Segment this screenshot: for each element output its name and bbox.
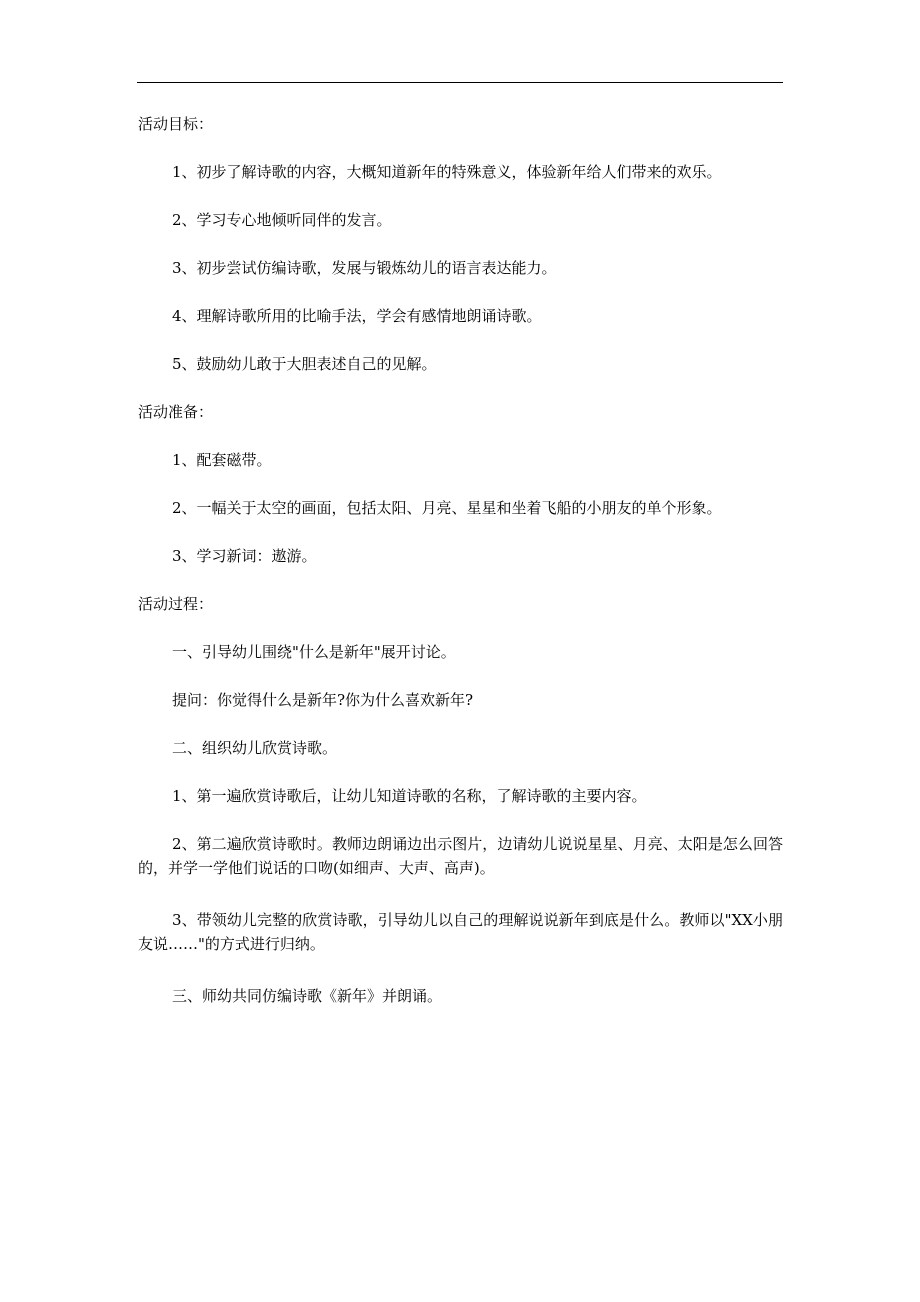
goal-item: 3、初步尝试仿编诗歌，发展与锻炼幼儿的语言表达能力。 bbox=[172, 259, 557, 277]
process-item: 一、引导幼儿围绕"什么是新年"展开讨论。 bbox=[172, 643, 456, 661]
goal-item: 1、初步了解诗歌的内容，大概知道新年的特殊意义，体验新年给人们带来的欢乐。 bbox=[172, 163, 722, 181]
section-heading-preparation: 活动准备： bbox=[138, 403, 214, 421]
process-item: 三、师幼共同仿编诗歌《新年》并朗诵。 bbox=[172, 987, 443, 1005]
process-item: 提问：你觉得什么是新年?你为什么喜欢新年? bbox=[172, 691, 474, 709]
goal-item: 2、学习专心地倾听同伴的发言。 bbox=[172, 211, 392, 229]
process-item: 二、组织幼儿欣赏诗歌。 bbox=[172, 739, 338, 757]
preparation-item: 1、配套磁带。 bbox=[172, 451, 272, 469]
goal-item: 5、鼓励幼儿敢于大胆表述自己的见解。 bbox=[172, 355, 437, 373]
process-item: 1、第一遍欣赏诗歌后，让幼儿知道诗歌的名称，了解诗歌的主要内容。 bbox=[172, 787, 647, 805]
preparation-item: 2、一幅关于太空的画面，包括太阳、月亮、星星和坐着飞船的小朋友的单个形象。 bbox=[172, 499, 722, 517]
process-paragraph: 3、带领幼儿完整的欣赏诗歌，引导幼儿以自己的理解说说新年到底是什么。教师以"XX小朋友说……"的方式进行归纳。 bbox=[138, 911, 783, 953]
header-rule bbox=[137, 82, 783, 83]
process-paragraph: 2、第二遍欣赏诗歌时。教师边朗诵边出示图片，边请幼儿说说星星、月亮、太阳是怎么回答的，并学一学他们说话的口吻(如细声、大声、高声)。 bbox=[138, 835, 783, 877]
goal-item: 4、理解诗歌所用的比喻手法，学会有感情地朗诵诗歌。 bbox=[172, 307, 542, 325]
section-heading-process: 活动过程： bbox=[138, 595, 214, 613]
preparation-item: 3、学习新词：遨游。 bbox=[172, 547, 317, 565]
section-heading-goals: 活动目标： bbox=[138, 115, 214, 133]
